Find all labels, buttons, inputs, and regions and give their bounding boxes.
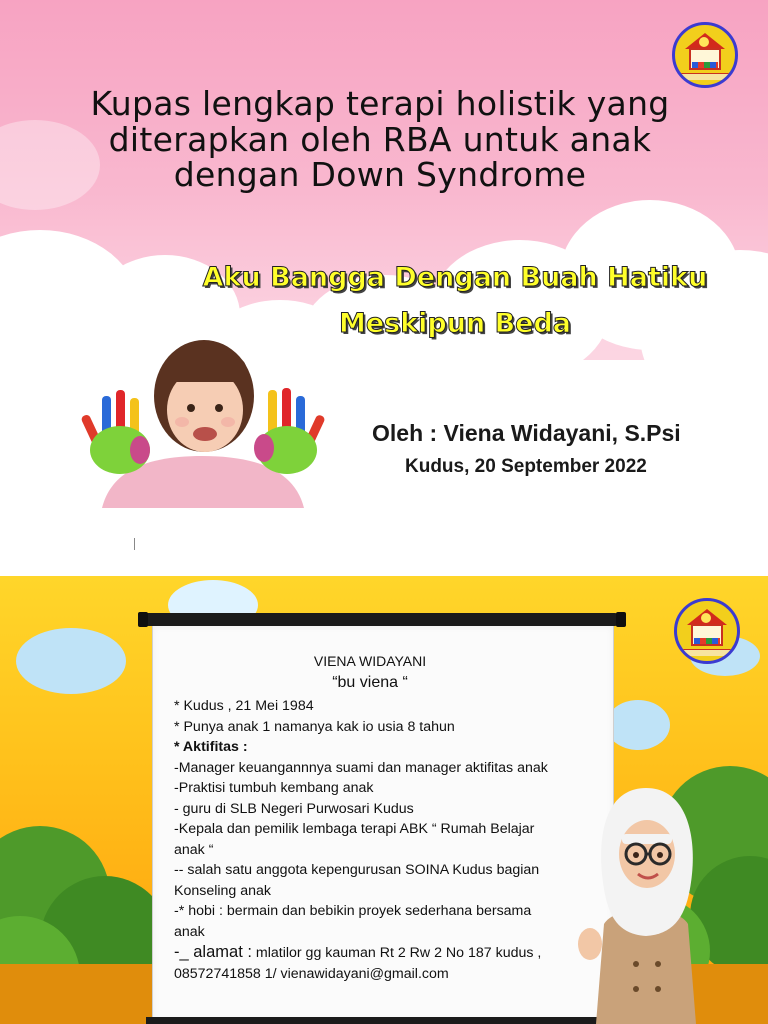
profile-nickname: “bu viena “ [332, 674, 408, 691]
detail-line: - guru di SLB Negeri Purwosari Kudus [174, 800, 414, 817]
contact-line: 08572741858 1/ vienawidayani@gmail.com [174, 965, 449, 982]
board-left-knob [138, 612, 148, 627]
detail-line: * Kudus , 21 Mei 1984 [174, 698, 314, 714]
board-right-knob [616, 612, 626, 627]
detail-line: Konseling anak [174, 882, 272, 899]
detail-line: * Punya anak 1 namanya kak io usia 8 tahun [174, 718, 455, 735]
profile-name: VIENA WIDAYANI [313, 653, 427, 669]
address-label: -_ alamat : [174, 943, 252, 961]
school-logo-icon [674, 598, 740, 664]
detail-line: -Praktisi tumbuh kembang anak [174, 780, 374, 796]
board-top-bar [144, 613, 618, 626]
hijab-girl-character [576, 774, 716, 1024]
text-cursor-mark [134, 538, 135, 550]
tagline-line-2: Meskipun Beda [338, 308, 572, 339]
detail-line: -Kepala dan pemilik lembaga terapi ABK “ Rumah Belajar [174, 821, 535, 837]
board-bottom-bar [146, 1017, 618, 1024]
profile-details [174, 696, 594, 984]
detail-line: anak [174, 923, 205, 940]
slide-2-profile [0, 576, 768, 1024]
title-line-3: dengan Down Syndrome [173, 155, 587, 195]
presentation-date: Kudus, 20 September 2022 [405, 456, 647, 477]
detail-line: -- salah satu anggota kepengurusan SOINA Kudus bagian [174, 862, 540, 878]
title-line-2: diterapkan oleh RBA untuk anak [108, 119, 652, 159]
slide-title [40, 86, 720, 193]
cloud-shape [606, 700, 670, 750]
address-line [174, 942, 594, 964]
detail-line: -* hobi : bermain dan bebikin proyek sederhana bersama [174, 903, 532, 919]
slide-gap [0, 550, 768, 576]
school-logo-icon [672, 22, 738, 88]
cloud-shape [16, 628, 126, 694]
detail-line: anak “ [174, 841, 214, 858]
author-name: Oleh : Viena Widayani, S.Psi [372, 420, 681, 446]
title-line-1: Kupas lengkap terapi holistik yang [90, 84, 670, 123]
child-painted-hands-photo [72, 338, 334, 508]
detail-line: -Manager keuangannnya suami dan manager aktifitas anak [174, 759, 548, 776]
detail-heading: * Aktifitas : [174, 739, 248, 755]
tagline-line-1: Aku Bangga Dengan Buah Hatiku [202, 262, 708, 293]
address-text: mlatilor gg kauman Rt 2 Rw 2 No 187 kudus , [251, 945, 542, 961]
